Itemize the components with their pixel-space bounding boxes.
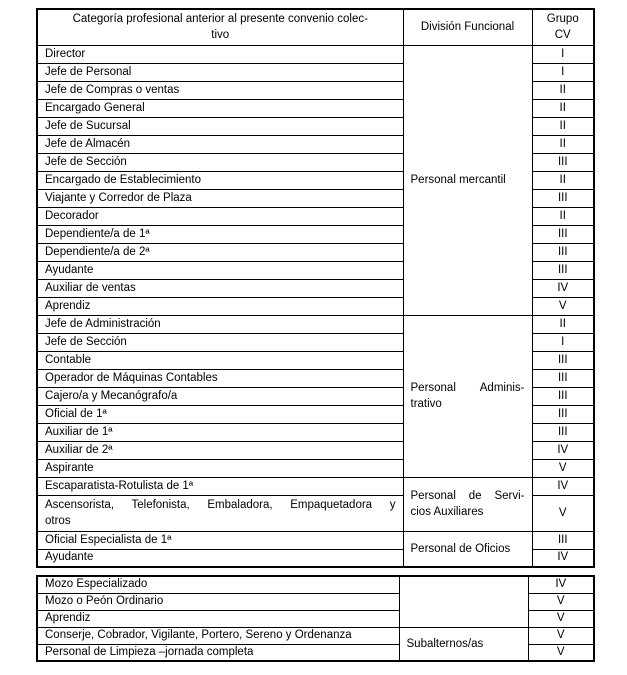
category-cell: Encargado de Establecimiento bbox=[37, 171, 403, 189]
group-cell: III bbox=[532, 153, 594, 171]
category-cell: Escaparatista-Rotulista de 1ª bbox=[37, 477, 403, 495]
division-label-line1: Personal Adminis- bbox=[410, 382, 525, 394]
table-row bbox=[37, 45, 594, 63]
category-cell: Jefe de Personal bbox=[37, 63, 403, 81]
division-label: Subalternos/as bbox=[406, 637, 484, 650]
group-cell: III bbox=[532, 387, 594, 405]
category-cell: Auxiliar de 2ª bbox=[37, 441, 403, 459]
group-cell: II bbox=[532, 315, 594, 333]
division-cell bbox=[403, 477, 532, 531]
category-cell: Viajante y Corredor de Plaza bbox=[37, 189, 403, 207]
category-cell: Jefe de Sección bbox=[37, 153, 403, 171]
group-cell: V bbox=[528, 627, 594, 644]
group-cell: IV bbox=[532, 279, 594, 297]
table-row bbox=[37, 477, 594, 495]
header-category-line1: Categoría profesional anterior al presente convenio colec- bbox=[72, 13, 368, 26]
header-category-column bbox=[37, 9, 403, 45]
group-cell: IV bbox=[532, 549, 594, 567]
category-cell: Auxiliar de 1ª bbox=[37, 423, 403, 441]
category-cell: Cajero/a y Mecanógrafo/a bbox=[37, 387, 403, 405]
group-cell: II bbox=[532, 171, 594, 189]
header-category-line2: tivo bbox=[211, 29, 230, 42]
header-row bbox=[37, 9, 594, 45]
group-cell: IV bbox=[532, 441, 594, 459]
group-cell: V bbox=[528, 644, 594, 661]
category-line1: Ascensorista, Telefonista, Embaladora, Empaquetadora y bbox=[45, 499, 396, 511]
group-cell: I bbox=[532, 63, 594, 81]
category-cell: Encargado General bbox=[37, 99, 403, 117]
group-cell: III bbox=[532, 369, 594, 387]
category-cell: Director bbox=[37, 45, 403, 63]
table-row bbox=[37, 576, 594, 593]
group-cell: III bbox=[532, 423, 594, 441]
category-cell: Mozo o Peón Ordinario bbox=[37, 593, 399, 610]
header-group-line2: CV bbox=[554, 29, 571, 42]
division-label: Personal de Oficios bbox=[410, 542, 511, 555]
category-cell: Jefe de Administración bbox=[37, 315, 403, 333]
division-cell bbox=[403, 531, 532, 567]
category-cell: Jefe de Sucursal bbox=[37, 117, 403, 135]
group-cell: II bbox=[532, 117, 594, 135]
group-cell: II bbox=[532, 99, 594, 117]
category-cell: Dependiente/a de 2ª bbox=[37, 243, 403, 261]
header-group-column bbox=[532, 9, 594, 45]
division-label-line2: trativo bbox=[410, 398, 442, 410]
group-cell: V bbox=[532, 459, 594, 477]
table-row bbox=[37, 531, 594, 549]
category-cell: Ayudante bbox=[37, 549, 403, 567]
category-cell: Personal de Limpieza –jornada completa bbox=[37, 644, 399, 661]
category-cell: Aspirante bbox=[37, 459, 403, 477]
classification-table-main bbox=[36, 8, 595, 568]
group-cell: II bbox=[532, 135, 594, 153]
group-cell: III bbox=[532, 261, 594, 279]
division-label-line1: Personal de Servi- bbox=[410, 490, 525, 502]
category-cell: Oficial Especialista de 1ª bbox=[37, 531, 403, 549]
category-cell: Jefe de Compras o ventas bbox=[37, 81, 403, 99]
category-line2: otros bbox=[45, 515, 71, 527]
category-cell: Ayudante bbox=[37, 261, 403, 279]
group-cell: III bbox=[532, 225, 594, 243]
category-cell: Aprendiz bbox=[37, 297, 403, 315]
table-row bbox=[37, 627, 594, 644]
group-cell: II bbox=[532, 207, 594, 225]
category-cell: Dependiente/a de 1ª bbox=[37, 225, 403, 243]
category-cell: Conserje, Cobrador, Vigilante, Portero, Sereno y Ordenanza bbox=[37, 627, 399, 644]
group-cell: III bbox=[532, 531, 594, 549]
header-group-line1: Grupo bbox=[546, 13, 579, 26]
division-label: Personal mercantil bbox=[410, 174, 506, 186]
group-cell: IV bbox=[532, 477, 594, 495]
group-cell: III bbox=[532, 351, 594, 369]
division-label-line2: cios Auxiliares bbox=[410, 506, 484, 518]
classification-table-subalternos bbox=[36, 575, 595, 662]
division-cell bbox=[399, 627, 528, 661]
category-cell: Mozo Especializado bbox=[37, 576, 399, 593]
group-cell: V bbox=[532, 297, 594, 315]
category-cell: Aprendiz bbox=[37, 610, 399, 627]
group-cell: IV bbox=[528, 576, 594, 593]
category-cell: Contable bbox=[37, 351, 403, 369]
group-cell: V bbox=[528, 593, 594, 610]
group-cell: III bbox=[532, 243, 594, 261]
group-cell: V bbox=[528, 610, 594, 627]
category-cell bbox=[37, 495, 403, 531]
group-cell: V bbox=[532, 495, 594, 531]
header-division-column: División Funcional bbox=[403, 9, 532, 45]
division-cell bbox=[403, 45, 532, 315]
group-cell: II bbox=[532, 81, 594, 99]
group-cell: I bbox=[532, 45, 594, 63]
division-cell-empty bbox=[399, 576, 528, 627]
group-cell: III bbox=[532, 405, 594, 423]
table-row bbox=[37, 315, 594, 333]
division-cell bbox=[403, 315, 532, 477]
category-cell: Oficial de 1ª bbox=[37, 405, 403, 423]
group-cell: I bbox=[532, 333, 594, 351]
category-cell: Decorador bbox=[37, 207, 403, 225]
group-cell: III bbox=[532, 189, 594, 207]
category-cell: Jefe de Almacén bbox=[37, 135, 403, 153]
category-cell: Operador de Máquinas Contables bbox=[37, 369, 403, 387]
category-cell: Auxiliar de ventas bbox=[37, 279, 403, 297]
category-cell: Jefe de Sección bbox=[37, 333, 403, 351]
